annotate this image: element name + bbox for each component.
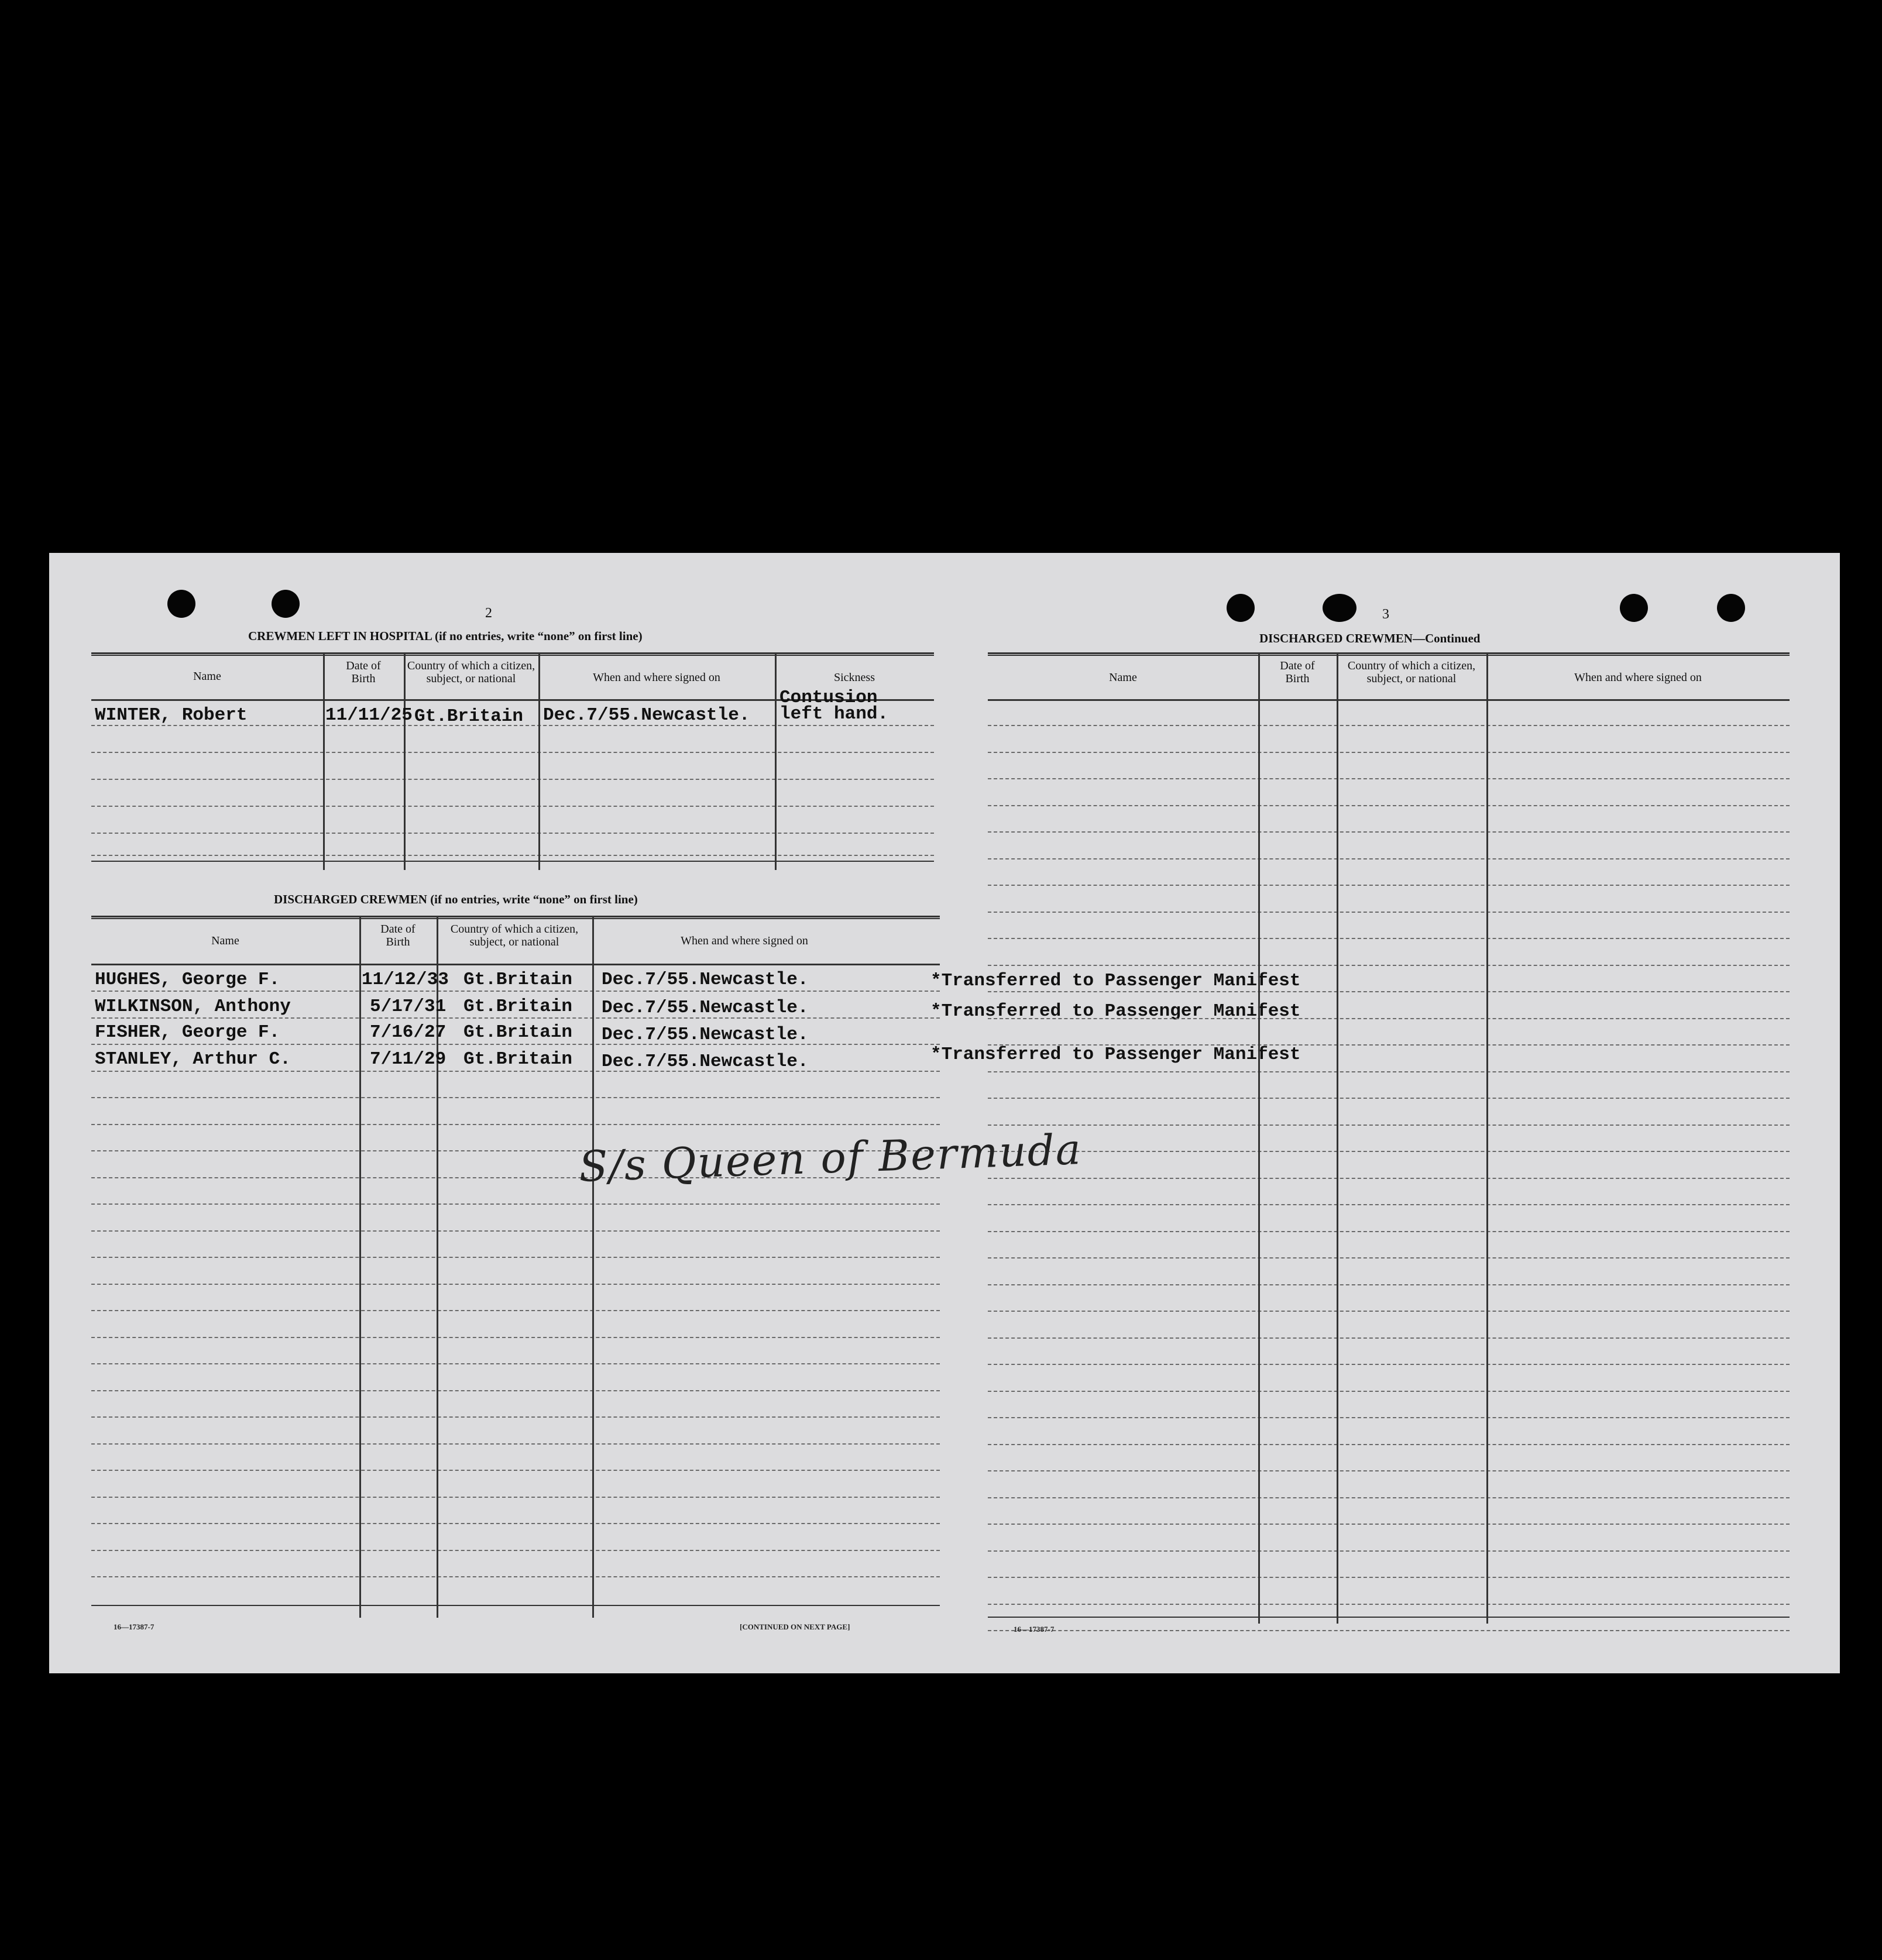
ruled-line [91, 1230, 940, 1232]
right-title: DISCHARGED CREWMEN [1259, 631, 1413, 645]
ruled-line [91, 1071, 940, 1072]
ruled-line [91, 1337, 940, 1338]
punch-hole [1620, 594, 1648, 622]
ruled-line [91, 991, 940, 992]
ruled-line [91, 1310, 940, 1311]
hospital-note: (if no entries, write “none” on first line) [434, 629, 643, 643]
ruled-line [988, 752, 1790, 753]
ruled-line [988, 991, 1790, 992]
hospital-sickness-line1: Contusion [779, 687, 878, 708]
ruled-line [988, 1151, 1790, 1152]
punch-hole [272, 590, 300, 618]
ruled-line [91, 1203, 940, 1205]
ruled-line [988, 1044, 1790, 1046]
ruled-line [988, 1470, 1790, 1471]
ruled-line [988, 858, 1790, 859]
ruled-line [988, 885, 1790, 886]
col-header-name: Name [211, 934, 239, 947]
discharged-country: Gt.Britain [463, 969, 573, 990]
ruled-line [988, 1630, 1790, 1631]
page-number-left: 2 [485, 606, 492, 621]
continued-note: [CONTINUED ON NEXT PAGE] [740, 1622, 850, 1631]
right-title-suffix: —Continued [1412, 631, 1481, 645]
ruled-line [91, 1363, 940, 1364]
hospital-table [91, 652, 934, 870]
discharged-remark: *Transferred to Passenger Manifest [930, 1044, 1301, 1065]
ruled-line [91, 1124, 940, 1125]
punch-hole [1227, 594, 1255, 622]
ruled-line [91, 1523, 940, 1524]
ruled-line [91, 1443, 940, 1445]
hospital-name: WINTER, Robert [95, 705, 248, 725]
discharged-name: STANLEY, Arthur C. [95, 1049, 291, 1070]
ruled-line [988, 1257, 1790, 1258]
discharged-remark: *Transferred to Passenger Manifest [930, 971, 1301, 991]
discharged-name: FISHER, George F. [95, 1022, 280, 1043]
punch-hole [1717, 594, 1745, 622]
col-header-dob: Date of Birth [346, 659, 381, 685]
ruled-line [91, 1416, 940, 1418]
discharged-name: WILKINSON, Anthony [95, 996, 291, 1017]
ruled-line [91, 1017, 940, 1019]
hospital-sickness-line2: left hand. [779, 704, 889, 724]
col-header-name: Name [1109, 671, 1137, 684]
discharged-name: HUGHES, George F. [95, 969, 280, 990]
ruled-line [988, 778, 1790, 779]
ruled-line [988, 1550, 1790, 1552]
hospital-section-title [248, 629, 643, 644]
punch-hole [167, 590, 195, 618]
hospital-signed: Dec.7/55.Newcastle. [543, 705, 750, 725]
ruled-line [988, 831, 1790, 833]
ruled-line [988, 805, 1790, 806]
discharged-table-right [988, 652, 1790, 1624]
discharged-note: (if no entries, write “none” on first line) [430, 892, 638, 906]
ruled-line [988, 1098, 1790, 1099]
table-bottom-rule [988, 1617, 1790, 1618]
manifest-sheet [49, 553, 1840, 1673]
discharged-country: Gt.Britain [463, 1049, 573, 1070]
ruled-line [988, 1604, 1790, 1605]
ruled-line [988, 912, 1790, 913]
discharged-country: Gt.Britain [463, 1022, 573, 1043]
punch-hole [1323, 594, 1356, 622]
discharged-dob: 7/11/29 [370, 1049, 447, 1070]
col-header-name: Name [193, 670, 221, 683]
ruled-line [91, 1550, 940, 1551]
discharged-country: Gt.Britain [463, 996, 573, 1017]
ruled-line [988, 1337, 1790, 1339]
ruled-line [988, 965, 1790, 966]
ruled-line [988, 1178, 1790, 1179]
col-header-signed: When and where signed on [681, 934, 808, 947]
col-header-country: Country of which a citizen, subject, or national [407, 659, 535, 685]
col-header-dob: Date of Birth [1280, 659, 1315, 685]
ruled-line [91, 1576, 940, 1577]
ruled-line [91, 1497, 940, 1498]
discharged-dob: 5/17/31 [370, 996, 447, 1017]
ruled-line [988, 1018, 1790, 1019]
ruled-line [988, 1071, 1790, 1072]
discharged-dob: 11/12/33 [362, 969, 449, 990]
discharged-signed: Dec.7/55.Newcastle. [602, 969, 809, 990]
col-header-country: Country of which a citizen, subject, or national [1347, 659, 1476, 685]
ruled-line [988, 1284, 1790, 1285]
ruled-line [91, 1284, 940, 1285]
form-number-right: 16—17387-7 [1014, 1625, 1055, 1634]
discharged-dob: 7/16/27 [370, 1022, 447, 1043]
hospital-dob: 11/11/25 [325, 705, 413, 725]
ruled-line [988, 1577, 1790, 1578]
discharged-signed: Dec.7/55.Newcastle. [602, 998, 809, 1018]
discharged-section-title [274, 892, 638, 907]
ruled-line [91, 1257, 940, 1258]
discharged-signed: Dec.7/55.Newcastle. [602, 1024, 809, 1045]
discharged-table-left [91, 916, 1301, 1618]
table-bottom-rule [91, 1605, 940, 1606]
ruled-line [988, 1444, 1790, 1445]
ruled-line [988, 1524, 1790, 1525]
col-header-country: Country of which a citizen, subject, or national [450, 923, 579, 948]
ruled-line [91, 1390, 940, 1391]
ruled-line [988, 1125, 1790, 1126]
ruled-line [988, 1364, 1790, 1365]
ruled-line [988, 1417, 1790, 1418]
ruled-line [988, 1231, 1790, 1232]
ruled-line [988, 1311, 1790, 1312]
page-number-right: 3 [1382, 607, 1389, 622]
hospital-country: Gt.Britain [414, 706, 524, 727]
handwritten-ship-name: S/s Queen of Bermuda [578, 1125, 1083, 1191]
ruled-line [91, 1044, 940, 1045]
discharged-remark: *Transferred to Passenger Manifest [930, 1001, 1301, 1022]
ruled-line [988, 725, 1790, 726]
form-number-left: 16—17387-7 [114, 1622, 154, 1631]
right-section-title [1259, 631, 1480, 646]
ruled-line [91, 1097, 940, 1098]
col-header-signed: When and where signed on [593, 671, 720, 684]
col-header-sickness: Sickness [834, 671, 875, 684]
col-header-dob: Date of Birth [380, 923, 415, 948]
discharged-title: DISCHARGED CREWMEN [274, 892, 427, 906]
ruled-line [988, 1204, 1790, 1205]
ruled-line [988, 1391, 1790, 1392]
col-header-signed: When and where signed on [1574, 671, 1702, 684]
ruled-line [91, 1470, 940, 1471]
hospital-title: CREWMEN LEFT IN HOSPITAL [248, 629, 432, 643]
ruled-line [988, 1497, 1790, 1498]
discharged-signed: Dec.7/55.Newcastle. [602, 1051, 809, 1072]
ruled-line [988, 938, 1790, 939]
